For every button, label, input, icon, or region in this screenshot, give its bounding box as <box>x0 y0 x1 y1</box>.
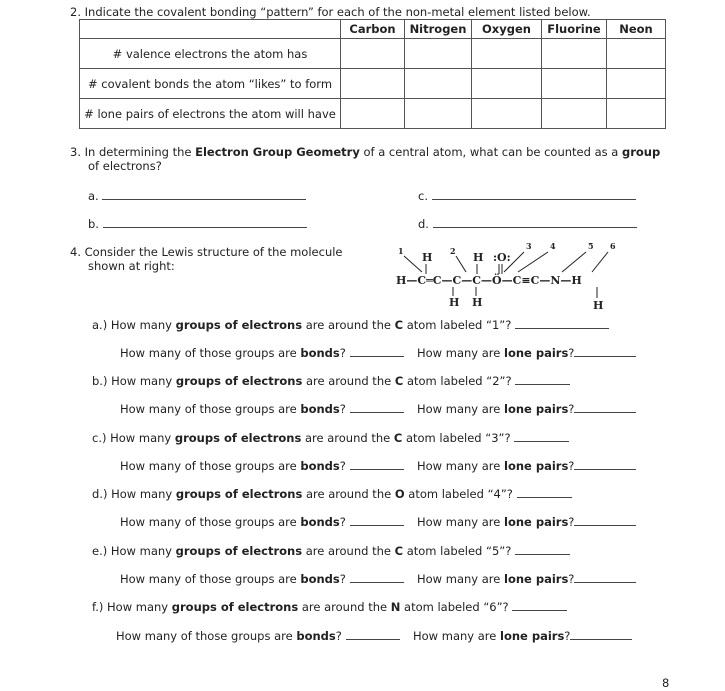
answer-blank[interactable] <box>514 430 569 442</box>
main-chain: H—C═C—C—C—Ö—C≡C—N—H <box>396 274 582 287</box>
answer-cell[interactable] <box>405 39 472 69</box>
table-corner-cell <box>80 20 341 39</box>
top-hydrogen: H <box>473 251 484 264</box>
part-e-bonds: How many of those groups are bonds? <box>120 571 404 586</box>
part-a-question: a.) How many groups of electrons are around the C atom labeled “1”? <box>92 317 609 332</box>
answer-blank[interactable] <box>517 486 572 498</box>
answer-cell[interactable] <box>542 39 607 69</box>
column-header: Oxygen <box>472 20 542 39</box>
answer-blank[interactable] <box>432 188 636 200</box>
table-header-row <box>80 20 666 39</box>
top-hydrogen: H <box>422 251 433 264</box>
bottom-hydrogen: H <box>449 296 460 309</box>
q3-prompt: 3. In determining the Electron Group Geometry of a central atom, what can be counted as a group <box>70 145 661 159</box>
part-a-bonds: How many of those groups are bonds? <box>120 345 404 360</box>
atom-label: 5 <box>588 241 594 251</box>
part-d-lone-pairs: How many are lone pairs? <box>417 514 636 529</box>
q2-text: Indicate the covalent bonding “pattern” for each of the non-metal element listed below. <box>84 5 591 19</box>
q3-number: 3. <box>70 145 81 159</box>
label-arrow <box>404 256 422 272</box>
bottom-hydrogen: H <box>472 296 483 309</box>
top-oxygen: :O: <box>493 251 511 264</box>
answer-cell[interactable] <box>472 39 542 69</box>
answer-blank[interactable] <box>515 317 609 329</box>
answer-blank[interactable] <box>350 345 404 357</box>
part-b-bonds: How many of those groups are bonds? <box>120 401 404 416</box>
answer-blank[interactable] <box>102 188 306 200</box>
atom-label: 6 <box>610 241 616 251</box>
answer-blank[interactable] <box>570 628 632 640</box>
column-header: Fluorine <box>542 20 607 39</box>
q3-answer-a: a. <box>88 188 306 203</box>
column-header: Nitrogen <box>405 20 472 39</box>
part-e-lone-pairs: How many are lone pairs? <box>417 571 636 586</box>
atom-label: 3 <box>526 241 532 251</box>
answer-cell[interactable] <box>472 99 542 129</box>
q4-prompt: 4. Consider the Lewis structure of the molecule <box>70 245 343 259</box>
label-arrow <box>592 252 608 272</box>
part-d-question: d.) How many groups of electrons are around the O atom labeled “4”? <box>92 486 572 501</box>
answer-blank[interactable] <box>350 458 404 470</box>
answer-blank[interactable] <box>574 401 636 413</box>
row-label: # valence electrons the atom has <box>80 39 341 69</box>
part-b-question: b.) How many groups of electrons are around the C atom labeled “2”? <box>92 373 570 388</box>
answer-blank[interactable] <box>103 216 307 228</box>
bottom-hydrogen-n: H <box>593 299 604 312</box>
answer-blank[interactable] <box>433 216 637 228</box>
q3-answer-c: c. <box>418 188 636 203</box>
part-f-lone-pairs: How many are lone pairs? <box>413 628 632 643</box>
q4-number: 4. <box>70 245 81 259</box>
answer-blank[interactable] <box>512 599 567 611</box>
answer-cell[interactable] <box>405 99 472 129</box>
answer-cell[interactable] <box>341 99 405 129</box>
lewis-structure <box>392 240 642 312</box>
label-arrow <box>562 252 586 272</box>
answer-blank[interactable] <box>574 458 636 470</box>
part-a-lone-pairs: How many are lone pairs? <box>417 345 636 360</box>
q2-prompt <box>70 5 591 19</box>
answer-blank[interactable] <box>515 543 570 555</box>
label-arrow <box>456 256 466 272</box>
atom-label: 2 <box>450 246 456 256</box>
atom-label: 1 <box>398 246 404 256</box>
answer-blank[interactable] <box>515 373 570 385</box>
part-d-bonds: How many of those groups are bonds? <box>120 514 404 529</box>
row-label: # lone pairs of electrons the atom will have <box>80 99 341 129</box>
answer-cell[interactable] <box>607 99 666 129</box>
answer-blank[interactable] <box>350 401 404 413</box>
label-arrow <box>518 252 548 272</box>
answer-cell[interactable] <box>341 39 405 69</box>
part-f-question: f.) How many groups of electrons are around the N atom labeled “6”? <box>92 599 567 614</box>
answer-blank[interactable] <box>574 514 636 526</box>
part-f-bonds: How many of those groups are bonds? <box>116 628 400 643</box>
answer-blank[interactable] <box>574 571 636 583</box>
column-header: Carbon <box>341 20 405 39</box>
bonding-pattern-table <box>79 19 666 129</box>
answer-cell[interactable] <box>542 99 607 129</box>
part-c-bonds: How many of those groups are bonds? <box>120 458 404 473</box>
page-number: 8 <box>662 676 670 690</box>
table-row <box>80 99 666 129</box>
q2-number: 2. <box>70 5 81 19</box>
answer-cell[interactable] <box>405 69 472 99</box>
atom-label: 4 <box>550 241 556 251</box>
q3-answer-d: d. <box>418 216 637 231</box>
part-e-question: e.) How many groups of electrons are around the C atom labeled “5”? <box>92 543 570 558</box>
answer-cell[interactable] <box>472 69 542 99</box>
part-b-lone-pairs: How many are lone pairs? <box>417 401 636 416</box>
column-header: Neon <box>607 20 666 39</box>
q3-prompt-line2: of electrons? <box>88 159 162 173</box>
table-row <box>80 69 666 99</box>
answer-blank[interactable] <box>574 345 636 357</box>
answer-cell[interactable] <box>341 69 405 99</box>
q4-prompt-line2: shown at right: <box>88 259 175 273</box>
answer-blank[interactable] <box>346 628 400 640</box>
q3-answer-b: b. <box>88 216 307 231</box>
answer-blank[interactable] <box>350 514 404 526</box>
table-row <box>80 39 666 69</box>
answer-cell[interactable] <box>542 69 607 99</box>
answer-cell[interactable] <box>607 39 666 69</box>
answer-cell[interactable] <box>607 69 666 99</box>
part-c-lone-pairs: How many are lone pairs? <box>417 458 636 473</box>
answer-blank[interactable] <box>350 571 404 583</box>
row-label: # covalent bonds the atom “likes” to form <box>80 69 341 99</box>
part-c-question: c.) How many groups of electrons are around the C atom labeled “3”? <box>92 430 569 445</box>
